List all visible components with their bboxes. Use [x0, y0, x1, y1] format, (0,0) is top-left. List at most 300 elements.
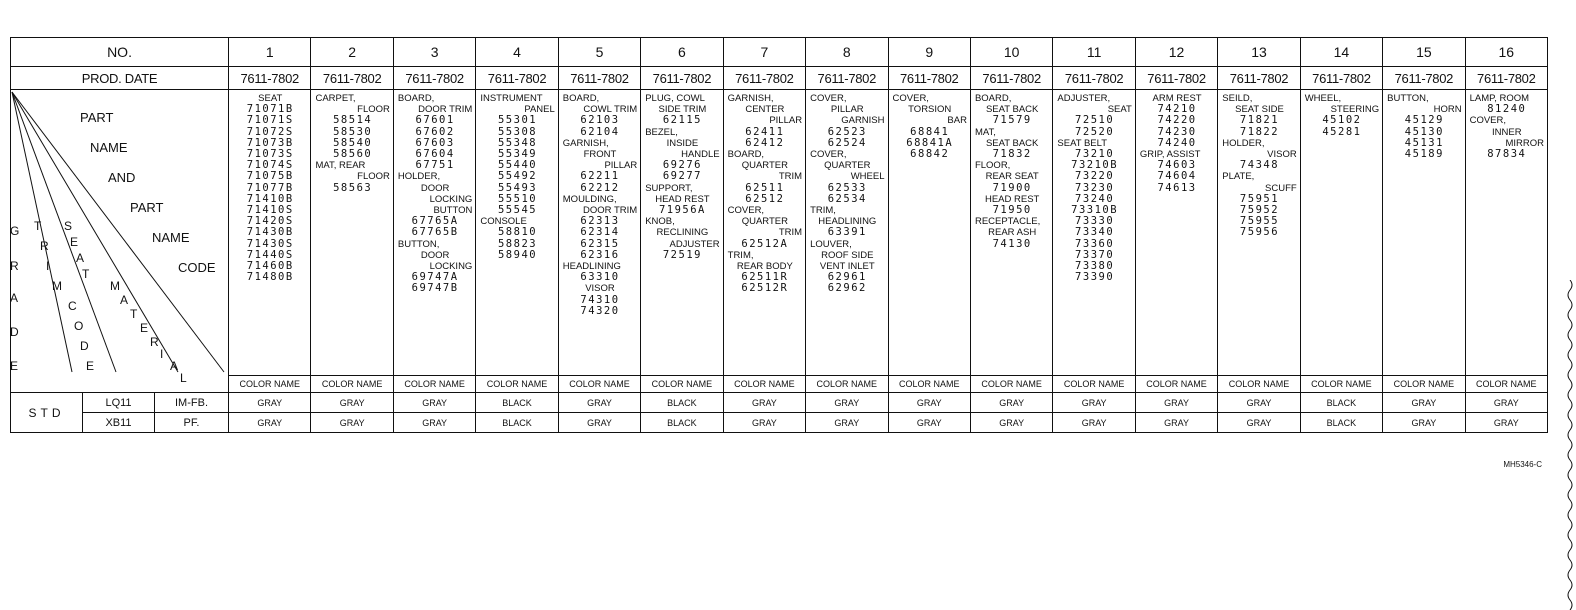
color-value: GRAY [723, 413, 805, 433]
part-code: 73330 [1075, 215, 1115, 228]
part-name: WHEEL, [1304, 93, 1342, 104]
part-name: HOLDER, [1222, 137, 1265, 149]
part-code: 71579 [992, 114, 1032, 127]
production-date: 7611-7802 [970, 67, 1052, 90]
part-code: 67602 [415, 125, 455, 138]
color-value: GRAY [393, 393, 475, 413]
part-name: RECLINING [656, 227, 709, 239]
part-name: BOARD, [562, 93, 600, 104]
part-code: 69277 [662, 170, 702, 183]
diag-mat-5: I [160, 347, 164, 361]
part-name: FRONT [583, 149, 617, 161]
color-value: BLACK [1300, 393, 1382, 413]
part-code: 87834 [1487, 148, 1527, 161]
part-code: 55510 [497, 192, 538, 205]
part-name: BUTTON, [397, 238, 440, 250]
diag-tcode-0: C [68, 299, 77, 313]
color-name-header: COLOR NAME [476, 376, 558, 393]
part-name: SEAT SIDE [1235, 104, 1284, 116]
part-code: 62524 [827, 136, 867, 149]
column-number: 1 [229, 38, 311, 67]
part-code: 71430B [246, 226, 294, 239]
part-code: 55308 [497, 125, 538, 138]
part-code: 71072S [246, 125, 294, 138]
production-date: 7611-7802 [393, 67, 475, 90]
diag-name: NAME [90, 140, 128, 155]
part-name: PILLAR [769, 115, 803, 127]
part-name: DOOR TRIM [418, 104, 473, 116]
part-code: 58563 [333, 181, 373, 194]
part-code: 55348 [497, 136, 538, 149]
column-number: 5 [558, 38, 640, 67]
part-code: 74320 [580, 304, 620, 317]
color-name-header: COLOR NAME [888, 376, 970, 393]
part-code: 73340 [1075, 226, 1115, 239]
diag-tcode-2: D [80, 339, 89, 353]
part-name: COVER, [892, 93, 929, 104]
part-name: BOARD, [974, 93, 1012, 104]
color-value: GRAY [558, 413, 640, 433]
part-code: 45189 [1404, 148, 1444, 161]
part-code: 62104 [580, 125, 620, 138]
diag-name2: NAME [152, 230, 190, 245]
part-code: 75951 [1239, 192, 1280, 205]
part-code: 71410B [246, 192, 294, 205]
column-number: 14 [1300, 38, 1382, 67]
part-name: DOOR [420, 249, 450, 261]
part-list-cell [476, 90, 558, 376]
part-code: 55301 [497, 114, 538, 127]
diag-trim-2: I [46, 259, 50, 273]
part-name: PANEL [524, 104, 555, 116]
production-date: 7611-7802 [558, 67, 640, 90]
color-value: GRAY [1383, 413, 1465, 433]
part-code: 71956A [658, 204, 706, 217]
part-code: 62115 [662, 114, 702, 127]
part-name: QUARTER [741, 160, 788, 172]
part-name: FLOOR, [974, 160, 1011, 172]
part-code: 58560 [333, 148, 373, 161]
part-name: QUARTER [824, 160, 871, 172]
part-name: ARM REST [1152, 93, 1202, 104]
part-name: TRIM [778, 227, 803, 239]
part-code: 73220 [1075, 170, 1115, 183]
part-code: 62412 [745, 136, 785, 149]
production-date: 7611-7802 [723, 67, 805, 90]
color-value: GRAY [311, 393, 393, 413]
column-number: 12 [1135, 38, 1217, 67]
color-value: GRAY [888, 393, 970, 413]
color-name-header: COLOR NAME [1053, 376, 1135, 393]
part-code: 72510 [1075, 114, 1115, 127]
column-number: 7 [723, 38, 805, 67]
part-code: 74130 [992, 237, 1032, 250]
color-value: GRAY [1465, 413, 1547, 433]
production-date: 7611-7802 [1218, 67, 1300, 90]
color-value: GRAY [806, 413, 888, 433]
part-name: TRIM, [727, 249, 754, 261]
diag-mat-0: M [110, 279, 120, 293]
color-name-header: COLOR NAME [806, 376, 888, 393]
part-name: REAR ASH [988, 227, 1037, 239]
color-name-header: COLOR NAME [229, 376, 311, 393]
color-value: GRAY [311, 413, 393, 433]
part-code: 67601 [415, 114, 455, 127]
part-code: 62411 [745, 125, 785, 138]
part-list-cell [888, 90, 970, 376]
part-code: 58530 [333, 125, 373, 138]
part-code: 73230 [1075, 181, 1115, 194]
part-code: 71077B [246, 181, 294, 194]
part-name: BAR [947, 115, 967, 127]
part-code: 71480B [246, 271, 294, 284]
color-name-header: COLOR NAME [970, 376, 1052, 393]
part-code: 62534 [827, 192, 867, 205]
production-date: 7611-7802 [1053, 67, 1135, 90]
part-code: 67603 [415, 136, 455, 149]
part-name: PLUG, COWL [645, 93, 705, 104]
part-code: 75956 [1239, 226, 1280, 239]
part-code: 71420S [246, 215, 294, 228]
part-code: 71074S [246, 159, 294, 172]
part-name: GRIP, ASSIST [1139, 149, 1201, 161]
color-value: GRAY [1383, 393, 1465, 413]
part-code: 73380 [1075, 260, 1115, 273]
grade-std: STD [11, 393, 83, 433]
part-name: WHEEL [850, 171, 885, 183]
part-code: 71073S [246, 148, 294, 161]
part-code: 74210 [1157, 103, 1197, 116]
part-name: SEAT [258, 93, 283, 104]
part-code: 69747A [411, 271, 459, 284]
legend-diagram-cell [11, 90, 229, 393]
part-code: 67765A [411, 215, 459, 228]
part-list-cell [229, 90, 311, 376]
part-list-cell [393, 90, 475, 376]
part-name: INSIDE [666, 137, 699, 149]
part-name: GARNISH, [562, 137, 609, 149]
part-name: LOCKING [429, 261, 473, 273]
color-value: BLACK [476, 413, 558, 433]
color-value: GRAY [229, 413, 311, 433]
part-code: 68841A [906, 136, 954, 149]
part-name: MOULDING, [562, 193, 617, 205]
part-name: ADJUSTER, [1057, 93, 1111, 104]
part-code: 71071B [246, 103, 294, 116]
part-name: COVER, [810, 149, 847, 161]
part-name: REAR BODY [736, 261, 793, 273]
part-name: COVER, [727, 205, 765, 217]
part-name: BEZEL, [645, 126, 678, 138]
diag-grade-2: A [10, 291, 19, 305]
part-code: 62962 [827, 282, 867, 295]
part-name: PLATE, [1222, 171, 1255, 183]
part-name: SEAT BELT [1057, 137, 1108, 149]
part-code: 62961 [827, 271, 867, 284]
color-value: GRAY [393, 413, 475, 433]
part-name: COVER, [810, 93, 847, 104]
part-list-cell [1383, 90, 1465, 376]
part-code: 62313 [580, 215, 620, 228]
part-code: 71071S [246, 114, 294, 127]
part-code: 63310 [580, 271, 620, 284]
diag-seat-0: S [64, 219, 73, 233]
part-name: SCUFF [1265, 182, 1297, 194]
part-name: SEAT [1107, 104, 1132, 116]
part-code: 73210B [1071, 159, 1119, 172]
part-name: SEAT BACK [985, 104, 1039, 116]
part-list-cell [1218, 90, 1300, 376]
part-name: INNER [1492, 126, 1522, 138]
part-code: 58514 [333, 114, 373, 127]
part-code: 67604 [415, 148, 455, 161]
part-name: TRIM, [810, 205, 836, 217]
part-name: CENTER [745, 104, 785, 116]
part-name: BOARD, [727, 149, 765, 161]
color-value: BLACK [641, 393, 723, 413]
part-code: 73210 [1075, 148, 1115, 161]
color-name-header: COLOR NAME [723, 376, 805, 393]
part-name: HANDLE [681, 149, 720, 161]
part-name: SEILD, [1222, 93, 1253, 104]
part-code: 45281 [1322, 125, 1362, 138]
trim-code: LQ11 [83, 393, 155, 413]
part-code: 68841 [910, 125, 950, 138]
part-name: HORN [1433, 104, 1462, 116]
trim-code: XB11 [83, 413, 155, 433]
production-date: 7611-7802 [1135, 67, 1217, 90]
part-code: 74613 [1157, 181, 1197, 194]
part-list-cell [1465, 90, 1547, 376]
part-name: HEADLINING [818, 216, 877, 228]
part-name: MIRROR [1505, 137, 1545, 149]
part-list-cell [311, 90, 393, 376]
part-code: 73310B [1071, 204, 1119, 217]
part-name: LOCKING [429, 193, 473, 205]
column-number: 15 [1383, 38, 1465, 67]
part-name: REAR SEAT [985, 171, 1039, 183]
diag-code: CODE [178, 260, 216, 275]
part-name: FLOOR [357, 171, 390, 183]
diag-mat-4: R [150, 335, 159, 349]
part-name: TORSION [908, 104, 952, 116]
part-name: LAMP, ROOM [1469, 93, 1530, 104]
color-value: GRAY [806, 393, 888, 413]
color-name-header: COLOR NAME [1465, 376, 1547, 393]
part-code: 71073B [246, 136, 294, 149]
color-name-header: COLOR NAME [311, 376, 393, 393]
part-list-cell [641, 90, 723, 376]
part-name: CARPET, [315, 93, 356, 104]
part-name: INSTRUMENT [480, 93, 543, 104]
color-value: GRAY [1135, 413, 1217, 433]
production-date: 7611-7802 [229, 67, 311, 90]
part-code: 58540 [333, 136, 373, 149]
prod-date-label: PROD. DATE [11, 67, 229, 90]
part-code: 74604 [1157, 170, 1197, 183]
part-name: HOLDER, [397, 171, 441, 183]
color-value: GRAY [1135, 393, 1217, 413]
part-code: 73240 [1075, 192, 1115, 205]
diag-mat-2: T [130, 307, 138, 321]
production-date: 7611-7802 [1465, 67, 1547, 90]
diag-grade-3: D [10, 325, 19, 339]
no-label: NO. [11, 38, 229, 67]
part-code: 55545 [497, 204, 538, 217]
part-code: 55493 [497, 181, 538, 194]
part-code: 62315 [580, 237, 620, 250]
column-number: 13 [1218, 38, 1300, 67]
part-list-cell [723, 90, 805, 376]
part-code: 71430S [246, 237, 294, 250]
color-value: GRAY [558, 393, 640, 413]
part-code: 74310 [580, 293, 620, 306]
part-name: LOUVER, [810, 238, 852, 250]
part-list-cell [970, 90, 1052, 376]
part-name: BUTTON, [1387, 93, 1429, 104]
part-name: DOOR TRIM [583, 205, 638, 217]
part-list-cell [558, 90, 640, 376]
part-code: 62511R [741, 271, 789, 284]
color-name-header: COLOR NAME [558, 376, 640, 393]
part-name: GARNISH, [727, 93, 774, 104]
part-code: 74220 [1157, 114, 1197, 127]
part-name: HEADLINING [562, 261, 621, 273]
part-code: 62316 [580, 248, 620, 261]
part-code: 67751 [415, 159, 455, 172]
part-name: HEAD REST [984, 193, 1040, 205]
part-code: 75955 [1239, 215, 1280, 228]
column-number: 4 [476, 38, 558, 67]
part-code: 73360 [1075, 237, 1115, 250]
part-name: SUPPORT, [645, 182, 693, 194]
color-name-header: COLOR NAME [1135, 376, 1217, 393]
part-name: PILLAR [604, 160, 638, 172]
diag-seat-2: A [76, 251, 85, 265]
part-code: 81240 [1487, 103, 1527, 116]
color-name-header: COLOR NAME [393, 376, 475, 393]
part-code: 62512 [745, 192, 785, 205]
color-value: BLACK [641, 413, 723, 433]
part-code: 71075B [246, 170, 294, 183]
part-name: SEAT BACK [985, 137, 1039, 149]
figure-id: MH5346-C [1503, 460, 1542, 469]
column-number: 16 [1465, 38, 1547, 67]
part-code: 67765B [411, 226, 459, 239]
part-code: 74603 [1157, 159, 1197, 172]
production-date: 7611-7802 [311, 67, 393, 90]
part-name: FLOOR [357, 104, 390, 116]
column-number: 11 [1053, 38, 1135, 67]
part-name: ADJUSTER [669, 238, 720, 250]
part-code: 63391 [827, 226, 867, 239]
color-name-header: COLOR NAME [1218, 376, 1300, 393]
part-code: 62512A [741, 237, 789, 250]
part-code: 55349 [497, 148, 538, 161]
part-code: 45130 [1404, 125, 1444, 138]
part-name: DOOR [420, 182, 450, 194]
part-code: 71440S [246, 248, 294, 261]
part-code: 69747B [411, 282, 459, 295]
column-number: 10 [970, 38, 1052, 67]
part-name: VISOR [1267, 149, 1297, 161]
column-number: 9 [888, 38, 970, 67]
part-name: VISOR [585, 283, 615, 295]
diag-trim-1: R [40, 239, 49, 253]
color-value: GRAY [1218, 393, 1300, 413]
part-code: 71821 [1239, 114, 1280, 127]
part-code: 45129 [1404, 114, 1444, 127]
part-code: 62103 [580, 114, 620, 127]
column-number: 2 [311, 38, 393, 67]
color-value: GRAY [1053, 413, 1135, 433]
part-name: HEAD REST [655, 193, 710, 205]
color-value: BLACK [1300, 413, 1382, 433]
diag-mat-3: E [140, 321, 149, 335]
diag-mat-6: A [170, 359, 179, 373]
diag-tcode-1: O [74, 319, 84, 333]
part-name: BUTTON [433, 205, 473, 217]
part-name: COWL TRIM [583, 104, 638, 116]
column-number: 8 [806, 38, 888, 67]
part-code: 45131 [1404, 136, 1444, 149]
production-date: 7611-7802 [806, 67, 888, 90]
diag-grade-0: G [10, 224, 20, 238]
part-code: 69276 [662, 159, 702, 172]
part-code: 62523 [827, 125, 867, 138]
color-name-header: COLOR NAME [1383, 376, 1465, 393]
part-name: SIDE TRIM [658, 104, 707, 116]
part-code: 73390 [1075, 271, 1115, 284]
part-name: TRIM [778, 171, 803, 183]
production-date: 7611-7802 [641, 67, 723, 90]
part-name: MAT, REAR [315, 160, 366, 172]
part-code: 62511 [745, 181, 785, 194]
color-value: GRAY [723, 393, 805, 413]
part-code: 71900 [992, 181, 1032, 194]
part-code: 71950 [992, 204, 1032, 217]
part-name: VENT INLET [819, 261, 875, 273]
part-name: QUARTER [741, 216, 788, 228]
diag-and: AND [108, 170, 136, 185]
column-number: 3 [393, 38, 475, 67]
part-name: ROOF SIDE [821, 249, 874, 261]
color-value: GRAY [970, 413, 1052, 433]
part-code: 74240 [1157, 136, 1197, 149]
part-name: COVER, [1469, 115, 1507, 127]
part-code: 73370 [1075, 248, 1115, 261]
diag-part: PART [80, 110, 114, 125]
part-code: 62212 [580, 181, 620, 194]
part-code: 58823 [497, 237, 538, 250]
color-value: GRAY [888, 413, 970, 433]
diag-part2: PART [130, 200, 164, 215]
part-code: 71460B [246, 260, 294, 273]
part-code: 68842 [910, 148, 950, 161]
color-value: GRAY [970, 393, 1052, 413]
part-name: GARNISH [841, 115, 885, 127]
part-list-cell [1300, 90, 1382, 376]
diag-mat-1: A [120, 293, 129, 307]
column-number: 6 [641, 38, 723, 67]
production-date: 7611-7802 [1383, 67, 1465, 90]
part-code: 74230 [1157, 125, 1197, 138]
production-date: 7611-7802 [1300, 67, 1382, 90]
part-name: KNOB, [645, 216, 675, 228]
part-name: PILLAR [830, 104, 864, 116]
production-date: 7611-7802 [476, 67, 558, 90]
part-code: 71822 [1239, 125, 1280, 138]
